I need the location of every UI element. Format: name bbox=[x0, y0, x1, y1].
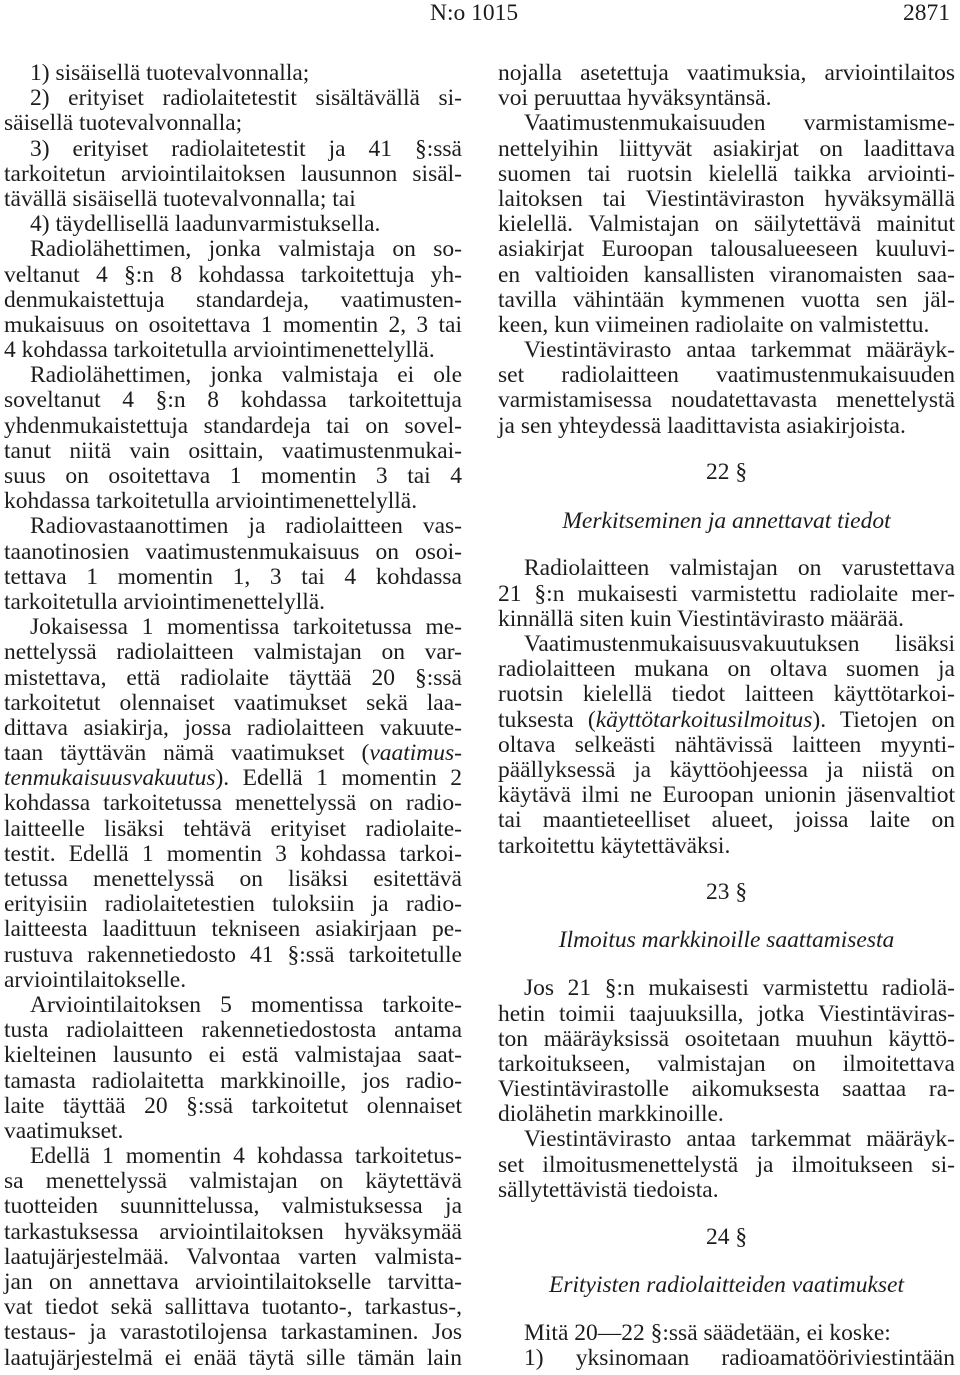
text-line bbox=[4, 766, 462, 791]
text-line: säisellä tuotevalvonnalla; bbox=[4, 110, 243, 137]
text-line: mistettava, että radiolaite täyttää 20 §:ssä bbox=[4, 664, 462, 691]
text-line: varmistamisessa noudatettavasta menettelystä bbox=[498, 387, 955, 414]
text-line: rustuva rakennetiedosto 41 §:ssä tarkoitetulle bbox=[4, 941, 462, 968]
text-line: Viestintävirasto antaa tarkemmat määräyk- bbox=[524, 337, 955, 364]
text-line: käytävä ilmi ne Euroopan unionin jäsenvaltiot bbox=[498, 782, 955, 809]
text-line: tanut niitä vain osittain, vaatimustenmukai- bbox=[4, 437, 462, 464]
text-line: tuotteiden suunnittelussa, valmistuksessa ja bbox=[4, 1193, 462, 1220]
text-line: arviointilaitokselle. bbox=[4, 966, 187, 993]
text-line: Radiovastaanottimen ja radiolaitteen vas- bbox=[30, 513, 462, 540]
paragraph bbox=[4, 137, 462, 213]
text-line: kohdassa tarkoitetulla arviointimenettelyllä. bbox=[4, 488, 418, 515]
text-line: en valtioiden kansallisten viranomaisten saa- bbox=[498, 261, 955, 288]
text-line: ja sen yhteydessä laadittavista asiakirjoista. bbox=[498, 412, 906, 439]
text-segment: tuksesta ( bbox=[498, 706, 596, 733]
text-line: erityisiin radiolaitetestien tuloksiin ja radio- bbox=[4, 891, 462, 918]
paragraph bbox=[498, 1346, 955, 1371]
text-line: voi peruuttaa hyväksyntänsä. bbox=[498, 85, 772, 112]
italic-term: käyttötarkoitusilmoitus bbox=[595, 706, 813, 733]
text-line: Radiolähettimen, jonka valmistaja ei ole bbox=[30, 362, 462, 389]
text-line: 21 §:n mukaisesti varmistettu radiolaite mer- bbox=[498, 580, 955, 607]
text-line: sällytettävistä tiedoista. bbox=[498, 1176, 719, 1203]
text-line: laite täyttää 20 §:ssä tarkoitetut olennaiset bbox=[4, 1092, 462, 1119]
statute-section bbox=[498, 1225, 955, 1372]
text-line: Edellä 1 momentin 4 kohdassa tarkoitetus- bbox=[30, 1143, 462, 1170]
text-line: diolähetin markkinoille. bbox=[498, 1101, 724, 1128]
text-line: Viestintävirasto antaa tarkemmat määräyk- bbox=[524, 1126, 955, 1153]
text-line: päällyksessä ja käyttöohjeessa ja niistä on bbox=[498, 756, 955, 783]
text-line: radiolaitteen mukana on oltava suomen ja bbox=[498, 656, 955, 683]
text-line: nettelyihin liittyvät asiakirjat on laadittava bbox=[498, 135, 955, 162]
text-line: Vaatimustenmukaisuuden varmistamisme- bbox=[524, 110, 955, 137]
text-line: yhdenmukaistettuja standardeja tai on sovel- bbox=[4, 412, 462, 439]
section-heading: Merkitseminen ja annettavat tiedot bbox=[562, 507, 891, 534]
italic-term: vaatimus- bbox=[369, 740, 462, 767]
text-line: ruotsin kielellä tiedot laitteen käyttötarkoi- bbox=[498, 681, 955, 708]
text-line: Jos 21 §:n mukaisesti varmistettu radiolä- bbox=[524, 975, 955, 1002]
statute-sections bbox=[498, 460, 955, 1371]
paragraph bbox=[4, 1144, 462, 1371]
text-line: tettava 1 momentin 1, 3 tai 4 kohdassa bbox=[4, 563, 462, 590]
paragraph bbox=[4, 993, 462, 1144]
text-segment: ). Tietojen on bbox=[812, 706, 955, 733]
text-line: 4) täydellisellä laadunvarmistuksella. bbox=[30, 211, 381, 238]
text-line: Radiolaitteen valmistajan on varustettava bbox=[524, 555, 955, 582]
text-line: suomen tai ruotsin kielellä taikka arviointi- bbox=[498, 160, 955, 187]
text-line: tarkoitetut olennaiset vaatimukset sekä laa- bbox=[4, 689, 462, 716]
text-line: set radiolaitteen vaatimustenmukaisuuden bbox=[498, 362, 955, 389]
text-line: Vaatimustenmukaisuusvakuutuksen lisäksi bbox=[524, 631, 955, 657]
paragraph bbox=[498, 61, 955, 111]
text-line: nojalla asetettuja vaatimuksia, arviointilaitos bbox=[498, 60, 955, 86]
paragraph bbox=[498, 556, 955, 632]
paragraph bbox=[4, 237, 462, 363]
paragraph bbox=[4, 86, 462, 136]
text-line: testaus- ja varastotilojensa tarkastaminen. Jos bbox=[4, 1319, 462, 1346]
text-line: 3) erityiset radiolaitetestit ja 41 §:ssä bbox=[30, 135, 462, 162]
text-line: kinnällä siten kuin Viestintävirasto määrää. bbox=[498, 605, 905, 632]
section-number: 24 § bbox=[705, 1223, 748, 1250]
paragraph bbox=[4, 514, 462, 615]
text-line: vat tiedot sekä sallittava tuotanto-, tarkastus-, bbox=[4, 1294, 462, 1321]
text-line: tarkoitukseen, valmistajan on ilmoitettava bbox=[498, 1050, 955, 1077]
text-line: 2) erityiset radiolaitetestit sisältävällä si- bbox=[30, 85, 462, 112]
text-line: keen, kun viimeinen radiolaite on valmistettu. bbox=[498, 311, 930, 338]
text-line: laitoksen tai Viestintäviraston hyväksymällä bbox=[498, 185, 955, 212]
right-column bbox=[498, 61, 955, 1371]
text-line: testit. Edellä 1 momentin 3 kohdassa tarkoi- bbox=[4, 840, 462, 867]
text-line: nettelyssä radiolaitteen valmistajan on var- bbox=[4, 639, 462, 666]
text-line: 1) sisäisellä tuotevalvonnalla; bbox=[30, 60, 310, 86]
text-line: dittava asiakirja, jossa radiolaitteen vakuute- bbox=[4, 714, 462, 741]
text-line: laitteesta laadittuun tekniseen asiakirjaan pe- bbox=[4, 916, 462, 943]
paragraph bbox=[498, 976, 955, 1127]
issue-number: N:o 1015 bbox=[430, 0, 519, 26]
text-line: set ilmoitusmenettelystä ja ilmoitukseen si- bbox=[498, 1151, 955, 1178]
text-line: kielellä. Valmistajan on säilytettävä mainitut bbox=[498, 211, 955, 238]
paragraph bbox=[498, 1321, 955, 1346]
section-number: 23 § bbox=[705, 879, 748, 906]
text-line: 4 kohdassa tarkoitetulla arviointimenettelyllä. bbox=[4, 337, 435, 364]
text-line: 1) yksinomaan radioamatööriviestintään bbox=[524, 1344, 955, 1371]
paragraph bbox=[498, 111, 955, 338]
text-line: Viestintävirastolle aikomuksesta saattaa ra- bbox=[498, 1076, 955, 1103]
text-line: denmukaistettuja standardeja, vaatimusten- bbox=[4, 286, 462, 313]
text-segment: ). Edellä 1 momentin 2 bbox=[215, 765, 462, 792]
text-line bbox=[4, 741, 462, 766]
paragraph bbox=[4, 363, 462, 514]
paragraph bbox=[498, 632, 955, 859]
text-line: kielteinen lausunto ei estä valmistajaa saat- bbox=[4, 1042, 462, 1069]
text-line: Mitä 20—22 §:ssä säädetään, ei koske: bbox=[524, 1319, 891, 1346]
text-line: hetin toimii taajuuksilla, jotka Viestintäviras- bbox=[498, 1000, 955, 1027]
section-body bbox=[498, 1321, 955, 1371]
text-line: jan on annettava arviointilaitokselle tarvitta- bbox=[4, 1269, 462, 1295]
left-column bbox=[4, 61, 462, 1371]
paragraph bbox=[498, 1127, 955, 1203]
section-body bbox=[498, 556, 955, 858]
text-segment: taan täyttävän nämä vaatimukset ( bbox=[4, 740, 370, 767]
text-line: laatujärjestelmää. Valvontaa varten valmista- bbox=[4, 1243, 462, 1270]
section-body bbox=[498, 976, 955, 1203]
text-line bbox=[498, 708, 955, 733]
text-line: tarkastuksessa arviointilaitoksen hyväksymää bbox=[4, 1218, 462, 1245]
paragraph bbox=[498, 338, 955, 439]
section-heading: Erityisten radiolaitteiden vaatimukset bbox=[548, 1271, 905, 1298]
text-line: Radiolähettimen, jonka valmistaja on so- bbox=[30, 236, 462, 263]
text-line: sa menettelyssä valmistajan on käytettävä bbox=[4, 1168, 462, 1195]
text-line: mukaisuus on osoitettava 1 momentin 2, 3 tai bbox=[4, 311, 462, 338]
intro-paragraphs bbox=[498, 61, 955, 439]
text-line: tamasta radiolaitetta markkinoille, jos radio- bbox=[4, 1067, 462, 1094]
text-line: tetussa menettelyssä on lisäksi esitettävä bbox=[4, 866, 462, 892]
text-line: tarkoitetun arviointilaitoksen lausunnon sisäl- bbox=[4, 160, 462, 187]
text-line: laatujärjestelmä ei enää täytä sille tämän lain bbox=[4, 1344, 462, 1371]
text-line: taanotinosien vaatimustenmukaisuus on osoi- bbox=[4, 538, 462, 565]
section-heading: Ilmoitus markkinoille saattamisesta bbox=[558, 927, 895, 954]
text-line: Jokaisessa 1 momentissa tarkoitetussa me- bbox=[30, 614, 462, 641]
text-line: veltanut 4 §:n 8 kohdassa tarkoitettuja yh- bbox=[4, 261, 462, 288]
text-line: laitteelle lisäksi tehtävä erityiset radiolaite- bbox=[4, 815, 462, 842]
text-line: oltava selkeästi nähtävissä laitteen myynti- bbox=[498, 731, 955, 758]
text-line: kohdassa tarkoitetussa menettelyssä on radio- bbox=[4, 790, 462, 817]
text-line: tai maantieteelliset alueet, joissa laite on bbox=[498, 807, 955, 834]
text-line: tävällä sisäisellä tuotevalvonnalla; tai bbox=[4, 185, 356, 212]
text-line: vaatimukset. bbox=[4, 1117, 124, 1144]
statute-section bbox=[498, 880, 955, 1203]
text-line: Arviointilaitoksen 5 momentissa tarkoite- bbox=[30, 991, 462, 1018]
text-line: tusta radiolaitteen rakennetiedostosta antama bbox=[4, 1017, 462, 1044]
text-line: tarkoitetulla arviointimenettelyllä. bbox=[4, 588, 326, 615]
text-line: soveltanut 4 §:n 8 kohdassa tarkoitettuja bbox=[4, 387, 462, 414]
paragraph bbox=[4, 615, 462, 993]
paragraph bbox=[4, 61, 462, 86]
page-number: 2871 bbox=[903, 0, 950, 26]
section-number: 22 § bbox=[705, 459, 748, 486]
paragraph bbox=[4, 212, 462, 237]
text-line: ton määräyksissä osoitetaan muuhun käyttö- bbox=[498, 1025, 955, 1052]
text-line: asiakirjat Euroopan talousalueeseen kuuluvi- bbox=[498, 236, 955, 263]
text-line: tarkoitettu käytettäväksi. bbox=[498, 832, 731, 859]
italic-term: tenmukaisuusvakuutus bbox=[4, 765, 216, 792]
text-line: tavilla vähintään kymmenen vuotta sen jäl- bbox=[498, 286, 955, 313]
text-line: suus on osoitettava 1 momentin 3 tai 4 bbox=[4, 463, 462, 489]
statute-section bbox=[498, 460, 955, 858]
